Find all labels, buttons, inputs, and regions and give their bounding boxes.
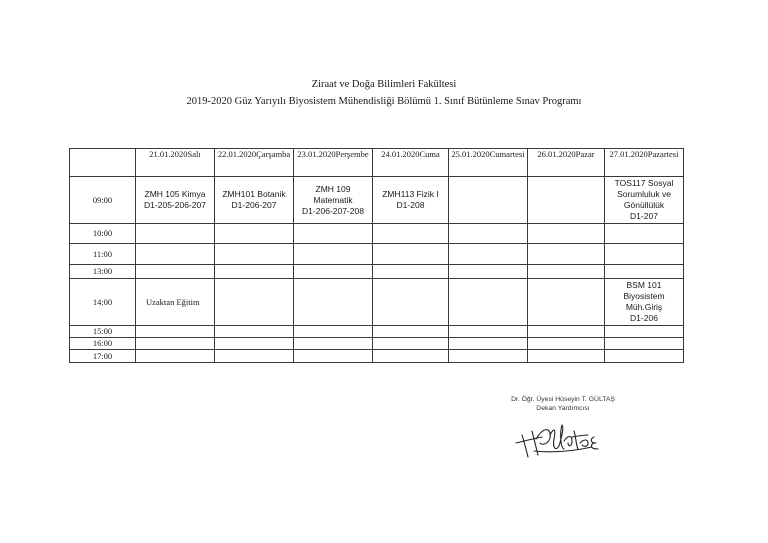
empty-cell (373, 265, 449, 279)
exam-cell (605, 279, 684, 326)
empty-cell (294, 326, 373, 338)
exam-line: ZMH 109 (315, 183, 351, 194)
exam-line: D1-208 (396, 200, 425, 210)
time-cell: 17:00 (70, 350, 136, 363)
table-row (70, 177, 684, 224)
empty-cell (605, 265, 684, 279)
empty-cell (373, 244, 449, 265)
empty-cell (605, 350, 684, 363)
empty-cell (215, 279, 294, 326)
handwritten-signature (514, 417, 614, 465)
signatory-name: Dr. Öğr. Üyesi Hüseyin T. GÜLTAŞ (511, 396, 615, 403)
day-header (605, 149, 684, 177)
day-label: Pazar (575, 149, 595, 159)
empty-cell (449, 279, 528, 326)
exam-line: Matematik (313, 194, 353, 205)
exam-line: Uzaktan Eğitim (146, 296, 200, 307)
empty-cell (294, 350, 373, 363)
table-row (70, 279, 684, 326)
exam-cell (215, 177, 294, 224)
day-label: Cuma (419, 149, 440, 159)
empty-cell (215, 244, 294, 265)
empty-cell (373, 326, 449, 338)
empty-cell (528, 326, 605, 338)
empty-cell (449, 224, 528, 244)
empty-cell (373, 279, 449, 326)
signatory-title: Dekan Yardımcısı (536, 405, 590, 412)
exam-line: D1-206-207-208 (302, 205, 364, 216)
exam-cell (136, 279, 215, 326)
exam-cell (294, 177, 373, 224)
corner-cell (70, 149, 136, 177)
empty-cell (215, 265, 294, 279)
empty-cell (373, 338, 449, 350)
empty-cell (294, 244, 373, 265)
date-label: 22.01.2020 (217, 149, 257, 159)
empty-cell (373, 224, 449, 244)
day-label: Pazartesi (647, 149, 679, 159)
exam-line: Sorumluluk ve (617, 189, 671, 199)
empty-cell (449, 244, 528, 265)
empty-cell (449, 338, 528, 350)
exam-line: ZMH101 Botanik (222, 189, 286, 199)
exam-line: D1-206 (630, 313, 658, 323)
time-cell: 09:00 (70, 177, 136, 224)
empty-cell (294, 224, 373, 244)
empty-cell (528, 224, 605, 244)
table-row (70, 350, 684, 363)
day-header (136, 149, 215, 177)
header-row (70, 149, 684, 177)
empty-cell (294, 265, 373, 279)
time-cell: 15:00 (70, 326, 136, 338)
table-row (70, 326, 684, 338)
exam-cell (136, 177, 215, 224)
table-row (70, 224, 684, 244)
program-title: 2019-2020 Güz Yarıyılı Biyosistem Mühendisliği Bölümü 1. Sınıf Bütünleme Sınav Programı (186, 96, 582, 107)
exam-line: Biyosistem (623, 291, 665, 301)
empty-cell (373, 350, 449, 363)
exam-line: BSM 101 (626, 280, 662, 290)
empty-cell (449, 265, 528, 279)
exam-cell (605, 177, 684, 224)
date-label: 21.01.2020 (149, 149, 188, 159)
exam-line: D1-205-206-207 (144, 200, 206, 210)
date-label: 23.01.2020 (297, 149, 336, 159)
empty-cell (136, 326, 215, 338)
time-cell: 10:00 (70, 224, 136, 244)
empty-cell (136, 265, 215, 279)
day-label: Salı (187, 149, 201, 159)
day-label: Cumartesi (489, 149, 525, 159)
time-cell: 16:00 (70, 338, 136, 350)
day-header (294, 149, 373, 177)
empty-cell (605, 326, 684, 338)
empty-cell (136, 338, 215, 350)
empty-cell (528, 279, 605, 326)
empty-cell (605, 224, 684, 244)
empty-cell (605, 338, 684, 350)
date-label: 25.01.2020 (451, 149, 490, 159)
empty-cell (215, 224, 294, 244)
empty-cell (294, 338, 373, 350)
empty-cell (215, 326, 294, 338)
exam-line: D1-207 (630, 211, 658, 221)
time-cell: 14:00 (70, 279, 136, 326)
empty-cell (449, 177, 528, 224)
empty-cell (528, 350, 605, 363)
table-row (70, 265, 684, 279)
empty-cell (528, 244, 605, 265)
time-cell: 13:00 (70, 265, 136, 279)
faculty-title: Ziraat ve Doğa Bilimleri Fakültesi (311, 79, 457, 90)
exam-line: TOS117 Sosyal (614, 178, 674, 188)
empty-cell (136, 244, 215, 265)
empty-cell (215, 350, 294, 363)
date-label: 26.01.2020 (537, 149, 576, 159)
exam-cell (373, 177, 449, 224)
exam-line: Müh.Giriş (625, 302, 663, 312)
exam-schedule-table (69, 148, 684, 363)
day-header (373, 149, 449, 177)
day-header (449, 149, 528, 177)
empty-cell (294, 279, 373, 326)
exam-line: ZMH 105 Kimya (144, 189, 206, 199)
day-label: Çarşamba (256, 149, 291, 159)
day-label: Perşembe (335, 149, 369, 159)
empty-cell (449, 350, 528, 363)
empty-cell (528, 338, 605, 350)
day-header (528, 149, 605, 177)
empty-cell (605, 244, 684, 265)
exam-line: ZMH113 Fizik I (382, 189, 439, 199)
date-label: 24.01.2020 (381, 149, 420, 159)
exam-line: Gönüllülük (623, 200, 665, 210)
table-row (70, 338, 684, 350)
empty-cell (136, 350, 215, 363)
date-label: 27.01.2020 (609, 149, 648, 159)
table-row (70, 244, 684, 265)
empty-cell (528, 265, 605, 279)
empty-cell (449, 326, 528, 338)
exam-line: D1-206-207 (231, 200, 277, 210)
day-header (215, 149, 294, 177)
empty-cell (215, 338, 294, 350)
empty-cell (136, 224, 215, 244)
empty-cell (528, 177, 605, 224)
time-cell: 11:00 (70, 244, 136, 265)
